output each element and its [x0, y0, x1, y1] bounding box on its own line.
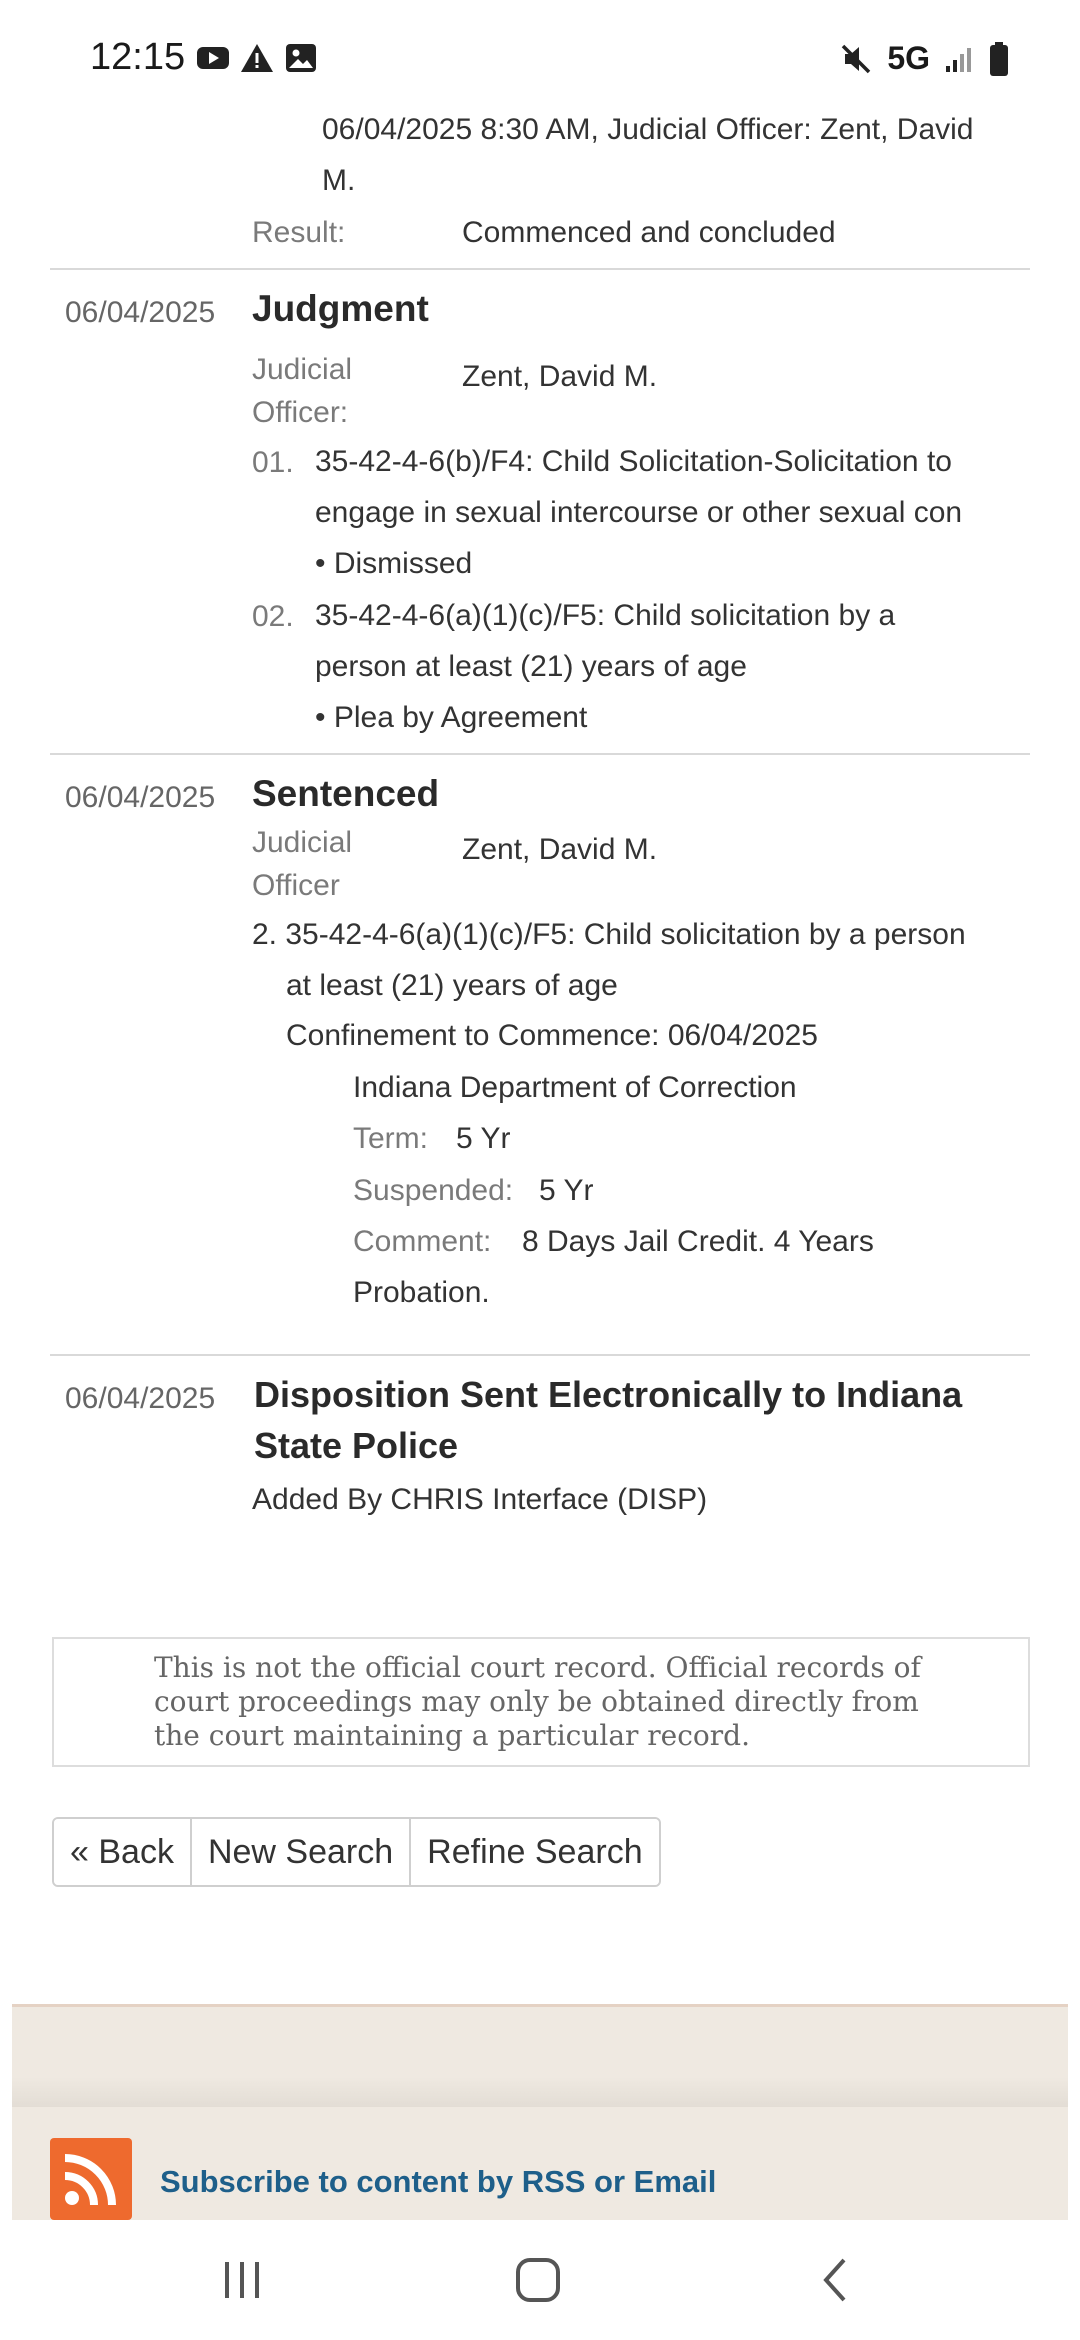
- disclaimer-box: [52, 1637, 1030, 1767]
- rss-icon[interactable]: [50, 2138, 132, 2220]
- system-icons: [839, 40, 1010, 77]
- alert-icon: [240, 42, 274, 74]
- charge-text: 35-42-4-6(b)/F4: Child Solicitation-Solicitation to: [315, 445, 952, 478]
- comment-label: Comment:: [353, 1225, 492, 1258]
- term-value: 5 Yr: [456, 1122, 511, 1155]
- page-footer: [12, 2004, 1068, 2220]
- refine-search-button[interactable]: Refine Search: [411, 1819, 658, 1885]
- notification-icons: [196, 42, 318, 74]
- youtube-icon: [196, 42, 230, 74]
- session-detail-cont: M.: [322, 164, 356, 197]
- gallery-icon: [284, 42, 318, 74]
- charge-number: 01.: [252, 446, 294, 479]
- comment-value: 8 Days Jail Credit. 4 Years: [522, 1225, 874, 1258]
- recent-apps-icon[interactable]: [212, 2250, 272, 2310]
- charge-text-cont: person at least (21) years of age: [315, 650, 747, 683]
- charge-text: 35-42-4-6(a)(1)(c)/F5: Child solicitation by a: [315, 599, 896, 632]
- back-button[interactable]: « Back: [54, 1819, 192, 1885]
- officer-value: Zent, David M.: [462, 833, 658, 866]
- disclaimer-line: court proceedings may only be obtained directly from: [154, 1685, 919, 1718]
- suspended-value: 5 Yr: [539, 1174, 594, 1207]
- footer-divider: [12, 2077, 1068, 2107]
- new-search-button[interactable]: New Search: [192, 1819, 411, 1885]
- status-bar: [0, 0, 1080, 110]
- facility-name: Indiana Department of Correction: [353, 1071, 797, 1104]
- divider: [50, 1354, 1030, 1356]
- charge-number: 02.: [252, 600, 294, 633]
- officer-label-cont: Officer: [252, 869, 340, 902]
- comment-value-cont: Probation.: [353, 1276, 490, 1309]
- term-label: Term:: [353, 1122, 428, 1155]
- event-date: 06/04/2025: [65, 1382, 216, 1415]
- signal-icon: [944, 44, 974, 74]
- event-title-disposition: Disposition Sent Electronically to Indiana: [254, 1374, 963, 1415]
- session-detail: 06/04/2025 8:30 AM, Judicial Officer: Zent, David: [322, 113, 974, 146]
- officer-value: Zent, David M.: [462, 360, 658, 393]
- disclaimer-line: This is not the official court record. Official records of: [154, 1651, 921, 1684]
- charge-disposition: • Plea by Agreement: [315, 701, 588, 734]
- divider: [50, 268, 1030, 270]
- mute-icon: [839, 42, 873, 76]
- confinement-start: Confinement to Commence: 06/04/2025: [286, 1019, 818, 1052]
- back-nav-icon[interactable]: [806, 2250, 866, 2310]
- android-nav-bar: [0, 2220, 1080, 2340]
- charge-text-cont: engage in sexual intercourse or other sexual con: [315, 496, 963, 529]
- added-by: Added By CHRIS Interface (DISP): [252, 1483, 708, 1516]
- status-time: 12:15: [90, 36, 186, 78]
- disclaimer-line: the court maintaining a particular record.: [154, 1719, 750, 1752]
- event-date: 06/04/2025: [65, 296, 216, 329]
- battery-icon: [988, 41, 1010, 77]
- suspended-label: Suspended:: [353, 1174, 514, 1207]
- result-label: Result:: [252, 216, 346, 249]
- sentence-charge-cont: at least (21) years of age: [286, 969, 618, 1002]
- officer-label-cont: Officer:: [252, 396, 349, 429]
- event-title-sentenced: Sentenced: [252, 773, 440, 814]
- sentence-charge: 2. 35-42-4-6(a)(1)(c)/F5: Child solicitation by a person: [252, 918, 966, 951]
- result-value: Commenced and concluded: [462, 216, 836, 249]
- event-title-judgment: Judgment: [252, 288, 429, 329]
- network-type: 5G: [887, 40, 930, 76]
- divider: [50, 753, 1030, 755]
- search-nav-buttons: [52, 1817, 661, 1887]
- officer-label: Judicial: [252, 353, 353, 386]
- home-icon[interactable]: [508, 2250, 568, 2310]
- officer-label: Judicial: [252, 826, 353, 859]
- event-date: 06/04/2025: [65, 781, 216, 814]
- charge-disposition: • Dismissed: [315, 547, 473, 580]
- rss-subscribe-link[interactable]: Subscribe to content by RSS or Email: [160, 2164, 717, 2199]
- event-title-disposition-cont: State Police: [254, 1425, 459, 1466]
